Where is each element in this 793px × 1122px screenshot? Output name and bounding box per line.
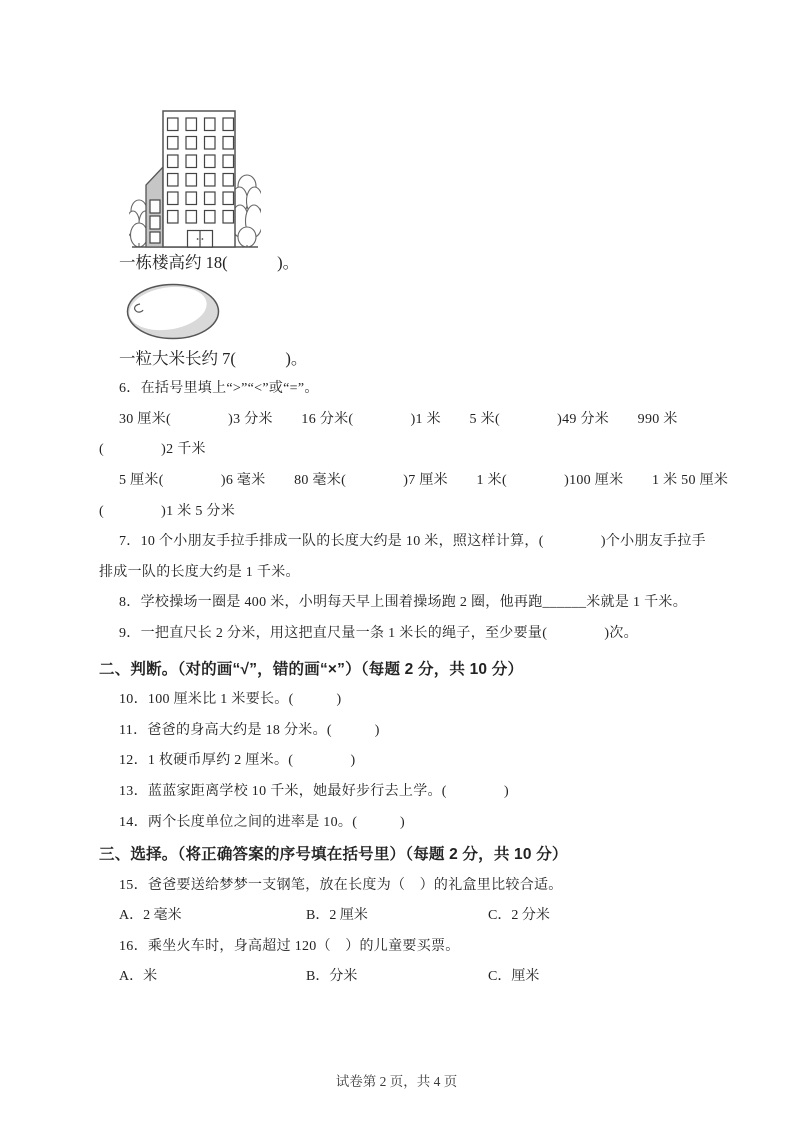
page-content [99,0,779,993]
question-10: 10．100 厘米比 1 米要长。( ) [119,692,342,708]
question-15-option-b: B．2 厘米 [306,908,368,924]
question-7-line-2: 排成一队的长度大约是 1 千米。 [99,564,300,580]
question-7-line-1: 7．10 个小朋友手拉手排成一队的长度大约是 10 米，照这样计算，( )个小朋友手拉手 [119,534,706,550]
section-3-header: 三、选择。（将正确答案的序号填在括号里）（每题 2 分，共 10 分） [99,846,568,864]
right-tree-icon [232,175,262,247]
question-6-line-1: 30 厘米( )3 分米 16 分米( )1 米 5 米( )49 分米 990 米 [119,411,678,427]
question-9: 9．一把直尺长 2 分米，用这把直尺量一条 1 米长的绳子，至少要量( )次。 [119,625,638,641]
question-13: 13．蓝蓝家距离学校 10 千米，她最好步行去上学。( ) [119,783,509,799]
question-15-options [99,901,779,932]
rice-caption: 一粒大米长约 7( )。 [119,348,308,368]
question-15: 15．爸爸要送给梦梦一支钢笔，放在长度为（ ）的礼盒里比较合适。 [119,877,563,893]
building-door [188,231,213,248]
question-6-line-2: ( )2 千米 [99,442,206,458]
section-2-header: 二、判断。（对的画“√”，错的画“×”）（每题 2 分，共 10 分） [99,660,524,678]
page-footer: 试卷第 2 页，共 4 页 [335,1074,458,1089]
question-16-option-a: A．米 [119,969,158,985]
question-16-option-b: B．分米 [306,969,358,985]
building-illustration [129,108,261,248]
question-14: 14．两个长度单位之间的进率是 10。( ) [119,814,406,830]
question-11: 11．爸爸的身高大约是 18 分米。( ) [119,722,380,738]
question-15-option-a: A．2 毫米 [119,908,182,924]
annex-windows [150,200,160,243]
question-8: 8．学校操场一圈是 400 米，小明每天早上围着操场跑 2 圈，他再跑______米就是 1 千米。 [119,595,687,611]
rice-grain-illustration [124,282,224,344]
question-16-option-c: C．厘米 [488,969,540,985]
question-6-line-3: 5 厘米( )6 毫米 80 毫米( )7 厘米 1 米( )100 厘米 1 米 50 厘米 [119,472,729,488]
question-12: 12．1 枚硬币厚约 2 厘米。( ) [119,753,356,769]
building-caption: 一栋楼高约 18( )。 [119,253,300,272]
question-6-line-4: ( )1 米 5 分米 [99,503,236,519]
question-16-options [99,962,779,993]
question-15-option-c: C．2 分米 [488,908,550,924]
question-16: 16．乘坐火车时，身高超过 120（ ）的儿童要买票。 [119,938,460,954]
question-6-prompt: 6．在括号里填上“>”“<”或“=”。 [119,381,319,397]
